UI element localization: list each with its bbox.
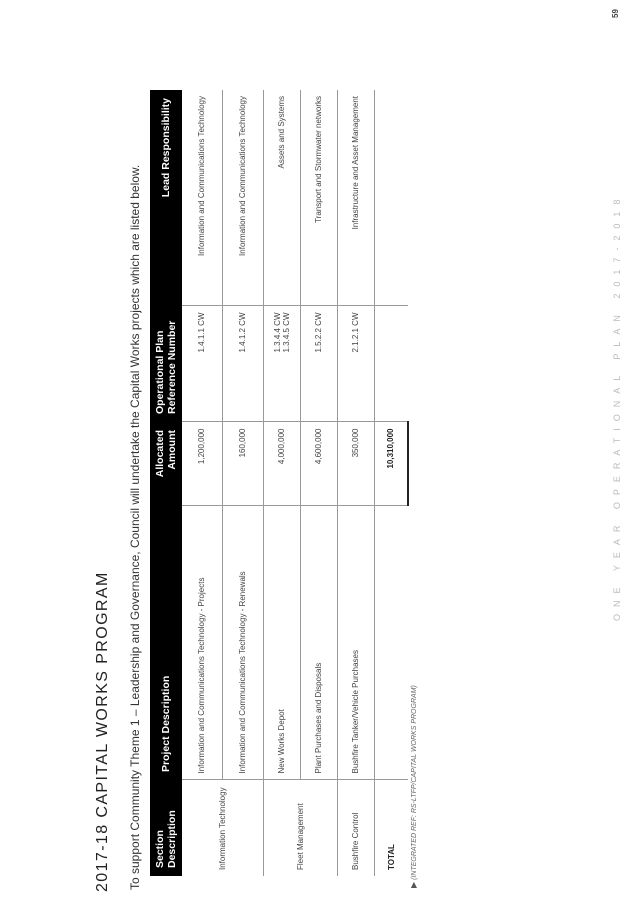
project-cell: Bushfire Tanker/Vehicle Purchases <box>338 506 375 780</box>
reference-cell: 1.5.2.2 CW <box>301 306 338 422</box>
section-cell: Fleet Management <box>264 780 338 876</box>
reference-note <box>409 685 418 888</box>
amount-cell: 4,000,000 <box>264 422 301 506</box>
lead-cell: Transport and Stormwater networks <box>301 90 338 306</box>
lead-cell: Assets and Systems <box>264 90 301 306</box>
table-row <box>301 90 338 876</box>
table-row <box>338 90 375 876</box>
table-row <box>223 90 264 876</box>
lead-cell: Information and Communications Technology <box>182 90 223 306</box>
total-empty-cell <box>375 506 409 780</box>
intro-text: To support Community Theme 1 – Leadership and Governance, Council will undertake the Capital Works projects which are listed below. <box>128 164 142 890</box>
table-header-row <box>150 90 182 876</box>
reference-cell: 2.1.2.1 CW <box>338 306 375 422</box>
amount-cell: 160,000 <box>223 422 264 506</box>
page-heading: 2017-18 CAPITAL WORKS PROGRAM <box>94 571 111 892</box>
total-empty-cell <box>375 306 409 422</box>
lead-cell: Information and Communications Technology <box>223 90 264 306</box>
table-row <box>182 90 223 876</box>
page-number: 59 <box>611 9 620 18</box>
section-cell: Information Technology <box>182 780 264 876</box>
total-label: TOTAL <box>375 780 409 876</box>
header-reference: Operational Plan Reference Number <box>150 306 182 422</box>
header-lead: Lead Responsibility <box>150 90 182 306</box>
amount-cell: 350,000 <box>338 422 375 506</box>
amount-cell: 4,600,000 <box>301 422 338 506</box>
header-project: Project Description <box>150 506 182 780</box>
reference-cell: 1.4.1.1 CW <box>182 306 223 422</box>
project-cell: Plant Purchases and Disposals <box>301 506 338 780</box>
project-cell: Information and Communications Technology - Renewals <box>223 506 264 780</box>
reference-cell: 1.4.1.2 CW <box>223 306 264 422</box>
total-row <box>375 90 409 876</box>
reference-cell: 1.3.4.4 CW 1.3.4.5 CW <box>264 306 301 422</box>
amount-cell: 1,200,000 <box>182 422 223 506</box>
project-cell: New Works Depot <box>264 506 301 780</box>
reference-note-text: (INTEGRATED REF: RS-LTFP/CAPITAL WORKS PROGRAM) <box>411 685 418 880</box>
triangle-arrow-icon: ▶ <box>409 881 418 888</box>
section-cell: Bushfire Control <box>338 780 375 876</box>
total-amount: 10,310,000 <box>375 422 409 506</box>
header-section: Section Description <box>150 780 182 876</box>
project-cell: Information and Communications Technology - Projects <box>182 506 223 780</box>
table-row <box>264 90 301 876</box>
footer-text: ONE YEAR OPERATIONAL PLAN 2017-2018 <box>612 192 622 621</box>
lead-cell: Infrastructure and Asset Management <box>338 90 375 306</box>
total-empty-cell <box>375 90 409 306</box>
header-amount: Allocated Amount <box>150 422 182 506</box>
capital-works-table <box>150 90 409 876</box>
